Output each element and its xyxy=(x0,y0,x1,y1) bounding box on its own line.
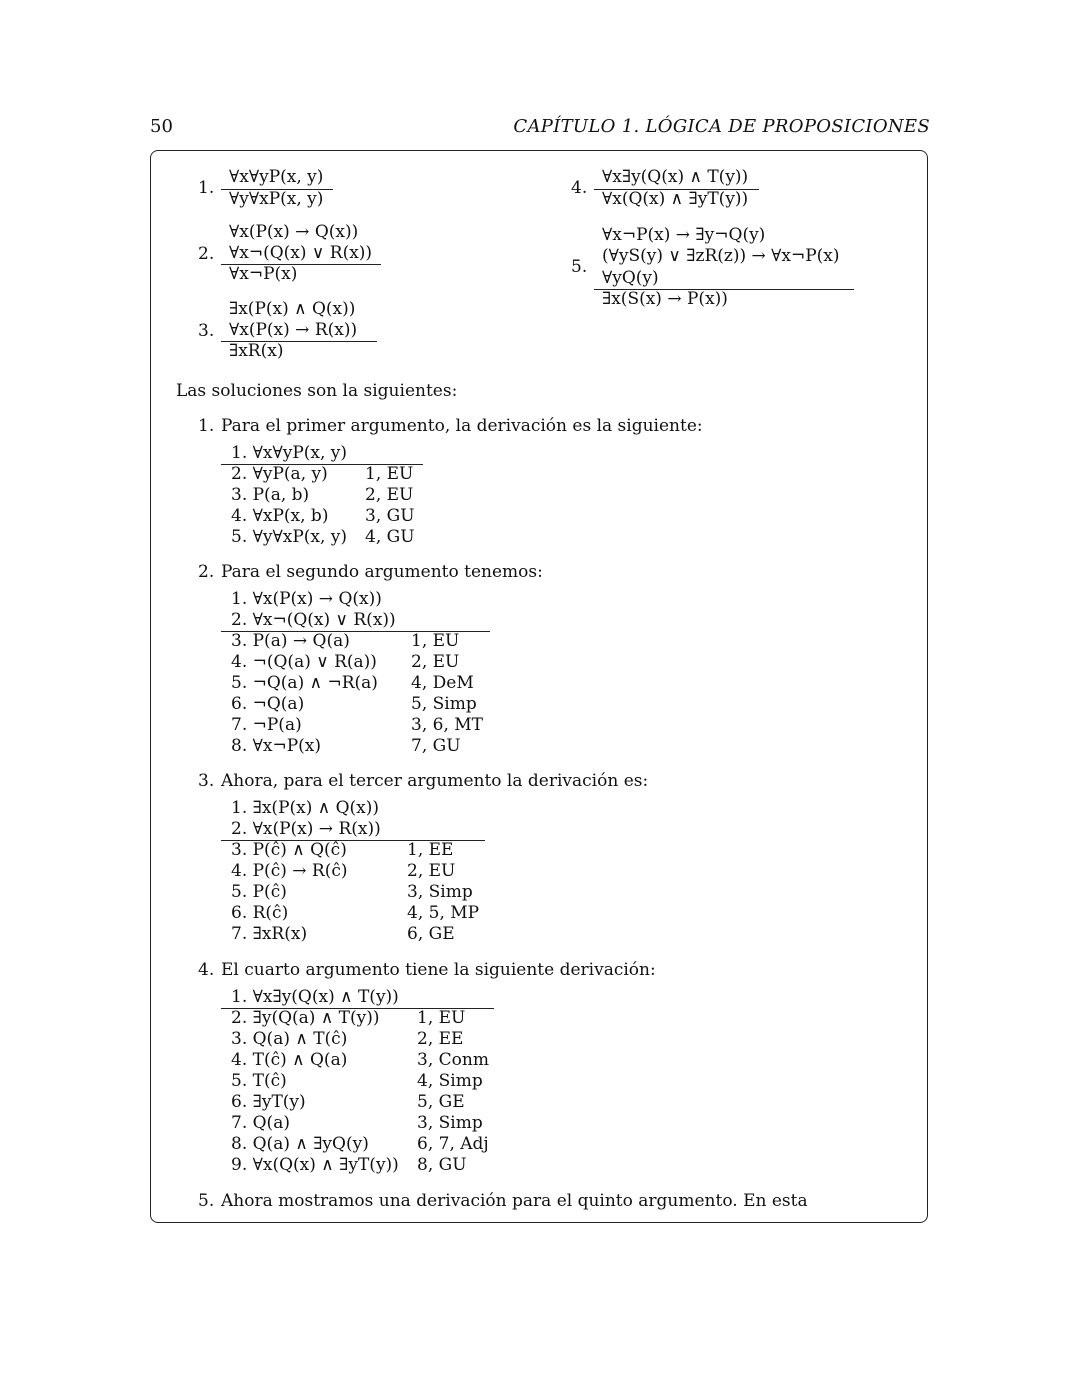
argument-2-premise-2: ∀x¬(Q(x) ∨ R(x)) xyxy=(229,243,373,263)
sol2-row-3-formula: 3. P(a) → Q(a) xyxy=(231,631,350,651)
sol3-row-3-formula: 3. P(ĉ) ∧ Q(ĉ) xyxy=(231,840,347,860)
sol4-row-9-just: 8, GU xyxy=(417,1155,467,1175)
sol1-row-3-just: 2, EU xyxy=(365,485,414,505)
sol2-row-3-just: 1, EU xyxy=(411,631,460,651)
argument-5-premise-1: ∀x¬P(x) → ∃y¬Q(y) xyxy=(602,225,766,245)
sol4-row-7-formula: 7. Q(a) xyxy=(231,1113,290,1133)
sol3-row-2-formula: 2. ∀x(P(x) → R(x)) xyxy=(231,819,381,839)
sol4-row-4-formula: 4. T(ĉ) ∧ Q(a) xyxy=(231,1050,348,1070)
argument-5-premise-2: (∀yS(y) ∨ ∃zR(z)) → ∀x¬P(x) xyxy=(602,246,840,266)
argument-3-premise-2: ∀x(P(x) → R(x)) xyxy=(229,320,358,340)
sol4-row-3-formula: 3. Q(a) ∧ T(ĉ) xyxy=(231,1029,348,1049)
sol2-row-7-formula: 7. ¬P(a) xyxy=(231,715,302,735)
sol1-row-3-formula: 3. P(a, b) xyxy=(231,485,310,505)
sol4-row-2-formula: 2. ∃y(Q(a) ∧ T(y)) xyxy=(231,1008,380,1028)
sol4-row-8-formula: 8. Q(a) ∧ ∃yQ(y) xyxy=(231,1134,369,1154)
sol2-row-4-just: 2, EU xyxy=(411,652,460,672)
sol2-row-5-formula: 5. ¬Q(a) ∧ ¬R(a) xyxy=(231,673,378,693)
argument-2-premise-1: ∀x(P(x) → Q(x)) xyxy=(229,222,359,242)
sol3-row-6-formula: 6. R(ĉ) xyxy=(231,903,289,923)
solutions-intro: Las soluciones son la siguientes: xyxy=(176,381,458,401)
sol4-row-6-formula: 6. ∃yT(y) xyxy=(231,1092,306,1112)
sol2-row-4-formula: 4. ¬(Q(a) ∨ R(a)) xyxy=(231,652,377,672)
sol3-row-5-formula: 5. P(ĉ) xyxy=(231,882,287,902)
sol4-row-3-just: 2, EE xyxy=(417,1029,464,1049)
sol1-row-4-formula: 4. ∀xP(x, b) xyxy=(231,506,329,526)
sol1-row-1-formula: 1. ∀x∀yP(x, y) xyxy=(231,443,348,463)
argument-3-conclusion: ∃xR(x) xyxy=(229,341,284,361)
solution-1-text: Para el primer argumento, la derivación es la siguiente: xyxy=(221,416,703,436)
sol3-row-7-formula: 7. ∃xR(x) xyxy=(231,924,308,944)
sol3-row-5-just: 3, Simp xyxy=(407,882,473,902)
argument-1-premise-1: ∀x∀yP(x, y) xyxy=(229,167,324,187)
sol3-row-3-just: 1, EE xyxy=(407,840,454,860)
argument-3-number: 3. xyxy=(198,321,215,341)
sol3-row-1-formula: 1. ∃x(P(x) ∧ Q(x)) xyxy=(231,798,380,818)
solution-1-number: 1. xyxy=(198,416,215,436)
argument-5-number: 5. xyxy=(571,257,588,277)
sol2-row-2-formula: 2. ∀x¬(Q(x) ∨ R(x)) xyxy=(231,610,396,630)
argument-5-premise-3: ∀yQ(y) xyxy=(602,268,659,288)
sol2-row-5-just: 4, DeM xyxy=(411,673,474,693)
argument-2-conclusion: ∀x¬P(x) xyxy=(229,264,298,284)
sol4-row-8-just: 6, 7, Adj xyxy=(417,1134,489,1154)
exercise-box xyxy=(150,150,928,1223)
sol2-row-7-just: 3, 6, MT xyxy=(411,715,483,735)
sol3-row-6-just: 4, 5, MP xyxy=(407,903,480,923)
argument-4-conclusion: ∀x(Q(x) ∧ ∃yT(y)) xyxy=(602,189,749,209)
chapter-title: CAPÍTULO 1. LÓGICA DE PROPOSICIONES xyxy=(513,116,930,137)
sol2-row-6-formula: 6. ¬Q(a) xyxy=(231,694,305,714)
sol2-row-1-formula: 1. ∀x(P(x) → Q(x)) xyxy=(231,589,382,609)
sol4-row-5-just: 4, Simp xyxy=(417,1071,483,1091)
sol1-row-2-formula: 2. ∀yP(a, y) xyxy=(231,464,328,484)
solution-3-text: Ahora, para el tercer argumento la derivación es: xyxy=(221,771,649,791)
sol3-row-7-just: 6, GE xyxy=(407,924,455,944)
argument-2-number: 2. xyxy=(198,244,215,264)
sol1-row-5-just: 4, GU xyxy=(365,527,415,547)
sol4-row-7-just: 3, Simp xyxy=(417,1113,483,1133)
argument-1-conclusion: ∀y∀xP(x, y) xyxy=(229,189,324,209)
sol3-row-4-formula: 4. P(ĉ) → R(ĉ) xyxy=(231,861,348,881)
page-number: 50 xyxy=(150,116,173,137)
solution-4-number: 4. xyxy=(198,960,215,980)
sol4-row-2-just: 1, EU xyxy=(417,1008,466,1028)
sol2-row-8-formula: 8. ∀x¬P(x) xyxy=(231,736,322,756)
argument-4-number: 4. xyxy=(571,178,588,198)
sol1-row-5-formula: 5. ∀y∀xP(x, y) xyxy=(231,527,348,547)
sol4-row-4-just: 3, Conm xyxy=(417,1050,489,1070)
sol4-row-6-just: 5, GE xyxy=(417,1092,465,1112)
solution-4-text: El cuarto argumento tiene la siguiente derivación: xyxy=(221,960,656,980)
sol4-row-1-formula: 1. ∀x∃y(Q(x) ∧ T(y)) xyxy=(231,987,399,1007)
sol1-row-2-just: 1, EU xyxy=(365,464,414,484)
sol3-row-4-just: 2, EU xyxy=(407,861,456,881)
solution-2-text: Para el segundo argumento tenemos: xyxy=(221,562,543,582)
sol2-row-6-just: 5, Simp xyxy=(411,694,477,714)
solution-3-number: 3. xyxy=(198,771,215,791)
solution-5-number: 5. xyxy=(198,1191,215,1211)
sol2-row-8-just: 7, GU xyxy=(411,736,461,756)
sol4-row-9-formula: 9. ∀x(Q(x) ∧ ∃yT(y)) xyxy=(231,1155,399,1175)
sol1-row-4-just: 3, GU xyxy=(365,506,415,526)
argument-4-premise-1: ∀x∃y(Q(x) ∧ T(y)) xyxy=(602,167,749,187)
solution-5-text: Ahora mostramos una derivación para el quinto argumento. En esta xyxy=(221,1191,808,1211)
argument-1-number: 1. xyxy=(198,178,215,198)
solution-2-number: 2. xyxy=(198,562,215,582)
sol4-row-5-formula: 5. T(ĉ) xyxy=(231,1071,287,1091)
argument-3-premise-1: ∃x(P(x) ∧ Q(x)) xyxy=(229,299,356,319)
argument-5-conclusion: ∃x(S(x) → P(x)) xyxy=(602,289,728,309)
